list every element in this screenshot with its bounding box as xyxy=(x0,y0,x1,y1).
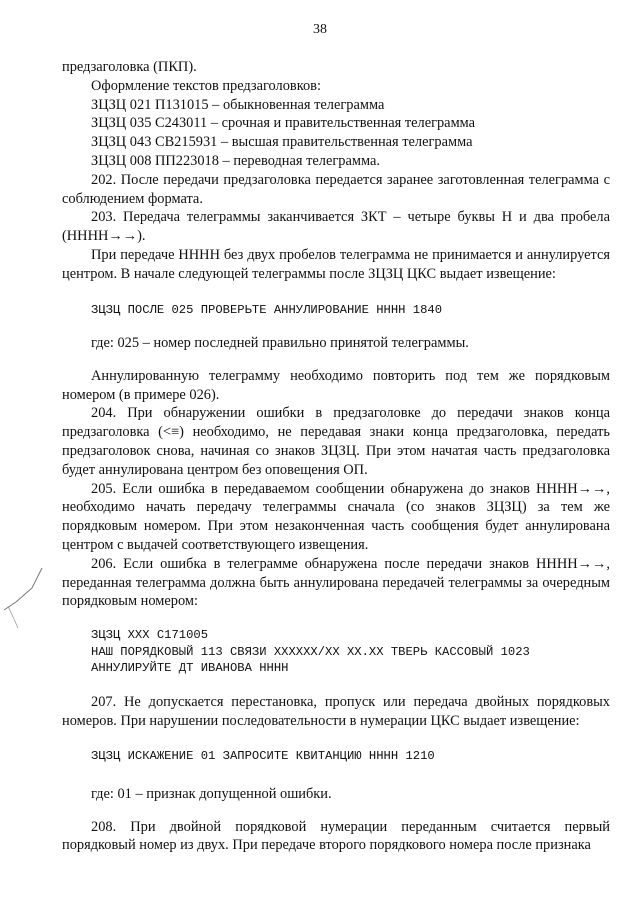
code-block-distortion-notice: ЗЦЗЦ ИСКАЖЕНИЕ 01 ЗАПРОСИТЕ КВИТАНЦИЮ НННН 1210 xyxy=(91,749,435,764)
formats-heading: Оформление текстов предзаголовков: xyxy=(91,77,321,94)
document-body xyxy=(62,58,610,855)
paragraph-annulled: Аннулированную телеграмму необходимо повторить под тем же порядковым номером (в примере 026). xyxy=(62,367,610,403)
format-item: ЗЦЗЦ 008 ПП223018 – переводная телеграмма. xyxy=(91,152,380,169)
paragraph-208: 208. При двойной порядковой нумерации переданным считается первый порядковый номер из двух. При передаче второго порядкового номера после признака xyxy=(62,818,610,854)
paragraph-203-note: При передаче НННН без двух пробелов телеграмма не принимается и аннулируется центром. В начале следующей телеграммы после ЗЦЗЦ ЦКС выдает извещение: xyxy=(62,246,610,282)
code-line: ЗЦЗЦ ХХХ С171005 xyxy=(91,628,209,643)
paragraph-intro: предзаголовка (ПКП). xyxy=(62,59,197,75)
code-block-notice: ЗЦЗЦ ПОСЛЕ 025 ПРОВЕРЬТЕ АННУЛИРОВАНИЕ НННН 1840 xyxy=(91,302,443,317)
paragraph-where-01: где: 01 – признак допущенной ошибки. xyxy=(91,785,332,802)
paragraph-206: 206. Если ошибка в телеграмме обнаружена после передачи знаков НННН→→, переданная телеграмма должна быть аннулирована передачей телеграммы за очередным порядковым номером: xyxy=(62,555,610,610)
page-number: 38 xyxy=(313,22,327,37)
code-line: АННУЛИРУЙТЕ ДТ ИВАНОВА НННН xyxy=(91,661,289,676)
paragraph-207: 207. Не допускается перестановка, пропуск или передача двойных порядковых номеров. При нарушении последовательности в нумерации ЦКС выдает извещение: xyxy=(62,693,610,729)
paragraph-where-025: где: 025 – номер последней правильно принятой телеграммы. xyxy=(91,335,469,352)
code-line: НАШ ПОРЯДКОВЫЙ 113 СВЯЗИ ХХХХХХ/ХХ ХХ.ХХ ТВЕРЬ КАССОВЫЙ 1023 xyxy=(91,644,530,659)
paragraph-202: 202. После передачи предзаголовка передается заранее заготовленная телеграмма с соблюдением формата. xyxy=(62,171,610,207)
paragraph-204: 204. При обнаружении ошибки в предзаголовке до передачи знаков конца предзаголовка (<≡) необходимо, не передавая знаки конца предзаголовка, передать предзаголовок снова, начиная со знаков ЗЦЗЦ. При этом начатая часть предзаголовка будет аннулирована центром без оповещения ОП. xyxy=(62,405,610,478)
format-item: ЗЦЗЦ 043 СВ215931 – высшая правительственная телеграмма xyxy=(91,134,473,151)
paragraph-203: 203. Передача телеграммы заканчивается ЗКТ – четыре буквы Н и два пробела (НННН→→). xyxy=(62,209,610,245)
paragraph-205: 205. Если ошибка в передаваемом сообщении обнаружена до знаков НННН→→, необходимо начать передачу телеграммы сначала (со знаков ЗЦЗЦ) за тем же порядковым номером. При этом незаконченная часть сообщения будет аннулирована центром с выдачей соответствующего извещения. xyxy=(62,480,610,554)
margin-scan-mark xyxy=(2,566,44,630)
format-item: ЗЦЗЦ 035 С243011 – срочная и правительственная телеграмма xyxy=(91,115,476,132)
code-block-annul-telegram xyxy=(91,627,610,677)
format-item: ЗЦЗЦ 021 П131015 – обыкновенная телеграмма xyxy=(91,96,385,113)
